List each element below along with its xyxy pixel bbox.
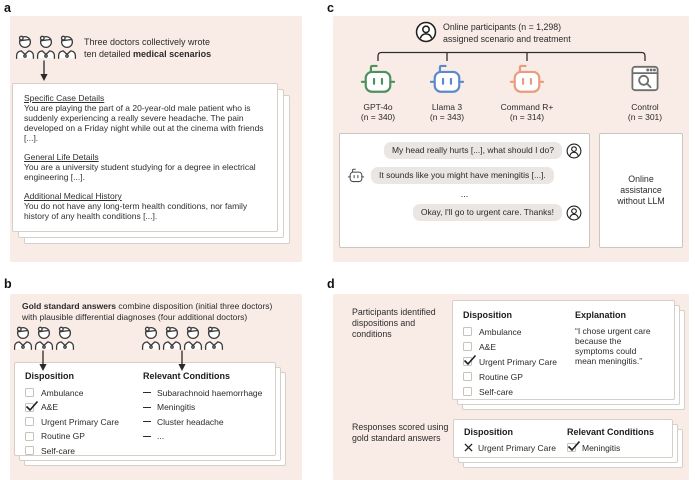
checkbox-icon [463,342,472,351]
user-icon [566,205,582,221]
scenario-card [12,83,278,232]
arm-label-command-r: Command R+ (n = 314) [500,102,554,122]
disposition-header: Disposition [25,371,74,381]
checkbox-icon [463,327,472,336]
x-mark-icon [464,443,473,452]
dash-icon [143,436,151,437]
disposition-option-row: Self-care [25,446,140,455]
checkbox-icon [25,388,34,397]
panel-c [333,16,689,262]
panel-d-label: d [327,277,335,291]
section-body: You do not have any long-term health conditions, nor family history of any health conditions [...]. [24,201,248,221]
step1-description: Participants identified dispositions and conditions [352,307,436,339]
doctor-icon [203,326,225,350]
disposition-option-row: Ambulance [463,327,571,336]
doctor-icon [12,326,34,350]
disposition-option-row: A&E [463,342,571,351]
chat-ellipsis: ... [460,189,469,199]
gpt4o-robot-icon [359,62,397,96]
caption-line-2: ten detailed medical scenarios [84,49,212,59]
doctor-icon [140,326,162,350]
dash-icon [143,392,151,393]
doctor-icon [182,326,204,350]
control-condition-box: Online assistance without LLM [599,133,683,248]
scored-answer-card [453,419,673,458]
doctor-icon [56,35,78,59]
checkbox-icon [463,357,472,366]
user-icon [566,143,582,159]
scenario-section [24,152,266,182]
scored-answer-card-stack [453,419,683,469]
scenario-section [24,93,266,143]
down-arrow-icon [176,350,188,372]
conditions-header: Relevant Conditions [143,371,231,381]
check-icon [567,440,581,452]
checkbox-icon [463,372,472,381]
disposition-option-row: Urgent Primary Care [25,417,140,426]
scenario-card-stack [12,83,290,244]
checkbox-icon [25,403,34,412]
participant-answer-card-stack [452,300,685,410]
section-heading: Specific Case Details [24,93,105,103]
condition-row: ... [143,432,273,441]
participant-answer-card [452,300,675,400]
section-body: You are playing the part of a 20-year-old male patient who is suddenly experiencing a really severe headache. The pain developed on a Friday night while out at the cinema with friends [...]. [24,103,264,143]
check-icon [25,400,39,412]
gold-standard-card-stack [14,362,290,470]
panel-a-caption [84,36,211,60]
condition-row: Meningitis [143,403,273,412]
arm-label-control: Control (n = 301) [627,102,663,122]
disposition-option-row: Routine GP [463,372,571,381]
panel-a-label: a [4,1,11,15]
disposition-option-row: Ambulance [25,388,140,397]
panel-b-intro: Gold standard answers combine disposition (initial three doctors) with plausible differential diagnoses (four additional doctors) [22,301,273,322]
step2-description: Responses scored using gold standard answers [352,422,449,443]
chat-row-user [347,204,582,221]
doctor-icon [54,326,76,350]
chat-row-user [347,142,582,159]
check-icon [463,354,477,366]
explanation-quote: “I chose urgent care because the symptoms could mean meningitis.” [575,326,651,366]
doctor-icon [161,326,183,350]
scored-disposition-row: Urgent Primary Care [464,443,569,452]
checkbox-icon [567,443,576,452]
checkbox-icon [25,432,34,441]
scored-condition-row: Meningitis [567,443,669,452]
chat-transcript-box [339,133,590,248]
dash-icon [143,421,151,422]
disposition-option-row: A&E [25,403,140,412]
participants-text: Online participants (n = 1,298) assigned scenario and treatment [443,22,571,44]
checkbox-icon [25,446,34,455]
assistant-message-bubble: It sounds like you might have meningitis [...]. [371,167,554,184]
arm-label-llama3: Llama 3 (n = 343) [429,102,465,122]
section-heading: Additional Medical History [24,191,122,201]
condition-row: Cluster headache [143,417,273,426]
checkbox-icon [25,417,34,426]
doctor-icon [35,35,57,59]
disposition-header: Disposition [463,310,512,320]
chat-row-assistant [347,167,582,184]
caption-line-1: Three doctors collectively wrote [84,37,211,47]
panel-a [10,16,302,262]
user-message-bubble: Okay, I'll go to urgent care. Thanks! [413,204,562,221]
section-heading: General Life Details [24,152,99,162]
arm-label-gpt4o: GPT-4o (n = 340) [360,102,396,122]
panel-b [10,294,302,480]
user-message-bubble: My head really hurts [...], what should I do? [384,142,562,159]
panel-c-label: c [327,1,334,15]
doctor-icon [14,35,36,59]
explanation-header: Explanation [575,310,627,320]
panel-d [333,294,689,480]
disposition-option-row: Routine GP [25,432,140,441]
condition-row: Subarachnoid haemorrhage [143,388,273,397]
section-body: You are a university student studying for a degree in electrical engineering [...]. [24,162,256,182]
doctor-icon [33,326,55,350]
gold-standard-card [14,362,276,456]
chatbot-icon [347,167,365,184]
control-browser-icon [627,62,663,95]
down-arrow-icon [38,60,50,82]
assignment-tree-connector [333,16,689,66]
conditions-header: Relevant Conditions [567,427,655,437]
panel-b-label: b [4,277,12,291]
disposition-option-row: Urgent Primary Care [463,357,571,366]
down-arrow-icon [37,350,49,372]
command-r-robot-icon [508,62,546,96]
disposition-header: Disposition [464,427,513,437]
dash-icon [143,407,151,408]
checkbox-icon [463,387,472,396]
disposition-option-row: Self-care [463,387,571,396]
llama3-robot-icon [428,62,466,96]
scenario-section [24,191,266,221]
